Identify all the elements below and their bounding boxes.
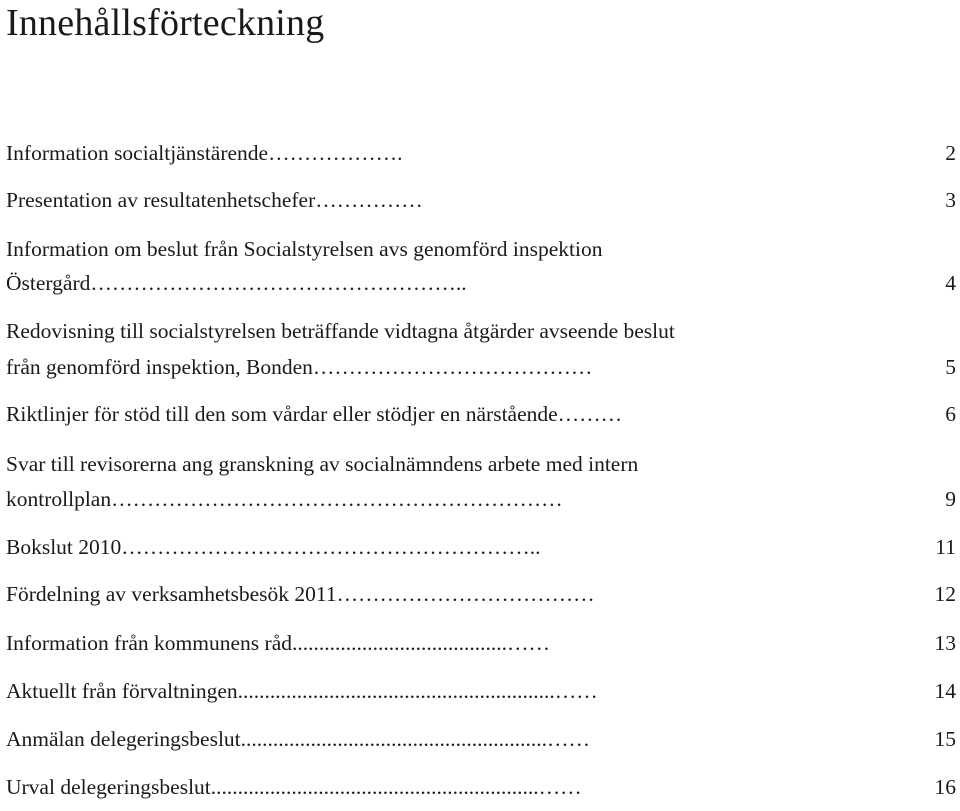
toc-entry-page: 4 (945, 271, 956, 295)
toc-entry-page: 11 (935, 535, 956, 559)
page-title: Innehållsförteckning (6, 2, 325, 44)
toc-entry-page: 16 (934, 775, 956, 799)
toc-entry (6, 579, 956, 609)
toc-entry (6, 268, 956, 298)
toc-entry-text: kontrollplan……………………………………………………… (6, 487, 563, 511)
toc-entry-text: från genomförd inspektion, Bonden………………………………… (6, 355, 593, 379)
toc-entry-page: 12 (934, 582, 956, 606)
toc-entry (6, 532, 956, 562)
toc-entry-page: 3 (945, 188, 956, 212)
toc-entry-page: 5 (945, 355, 956, 379)
toc-entry (6, 352, 956, 382)
toc-entry-text: Svar till revisorerna ang granskning av socialnämndens arbete med intern (6, 452, 639, 476)
toc-entry-text: Information om beslut från Socialstyrelsen avs genomförd inspektion (6, 237, 603, 261)
toc-entry-page: 6 (945, 402, 956, 426)
toc-entry-text: Riktlinjer för stöd till den som vårdar eller stödjer en närstående……… (6, 402, 623, 426)
toc-entry-page: 15 (934, 727, 956, 751)
toc-entry-page: 9 (945, 487, 956, 511)
toc-entry-text: Urval delegeringsbeslut.............................................................…… (6, 775, 582, 799)
toc-entry (6, 399, 956, 429)
toc-entry-text: Presentation av resultatenhetschefer…………… (6, 188, 423, 212)
toc-entry-text: Fördelning av verksamhetsbesök 2011……………………………… (6, 582, 595, 606)
toc-entry-page: 13 (934, 631, 956, 655)
toc-entry-text: Bokslut 2010………………………………………………….. (6, 535, 541, 559)
toc-entry-text: Information från kommunens råd........................................…… (6, 631, 550, 655)
toc-entry-text: Anmälan delegeringsbeslut.........................................................…… (6, 727, 591, 751)
toc-entry (6, 484, 956, 514)
toc-entry-text: Redovisning till socialstyrelsen beträffande vidtagna åtgärder avseende beslut (6, 319, 675, 343)
toc-entry (6, 628, 956, 658)
toc-entry-page: 14 (934, 679, 956, 703)
toc-entry (6, 724, 956, 754)
toc-entry (6, 772, 956, 802)
toc-entry (6, 316, 956, 346)
toc-entry-text: Östergård…………………………………………….. (6, 271, 467, 295)
toc-entry (6, 185, 956, 215)
toc-entry (6, 138, 956, 168)
toc-entry (6, 449, 956, 479)
toc-entry-text: Aktuellt från förvaltningen...........................................................…… (6, 679, 598, 703)
toc-entry-page: 2 (945, 141, 956, 165)
toc-entry (6, 234, 956, 264)
toc-list (6, 0, 956, 811)
toc-entry-text: Information socialtjänstärende………………. (6, 141, 403, 165)
toc-entry (6, 676, 956, 706)
